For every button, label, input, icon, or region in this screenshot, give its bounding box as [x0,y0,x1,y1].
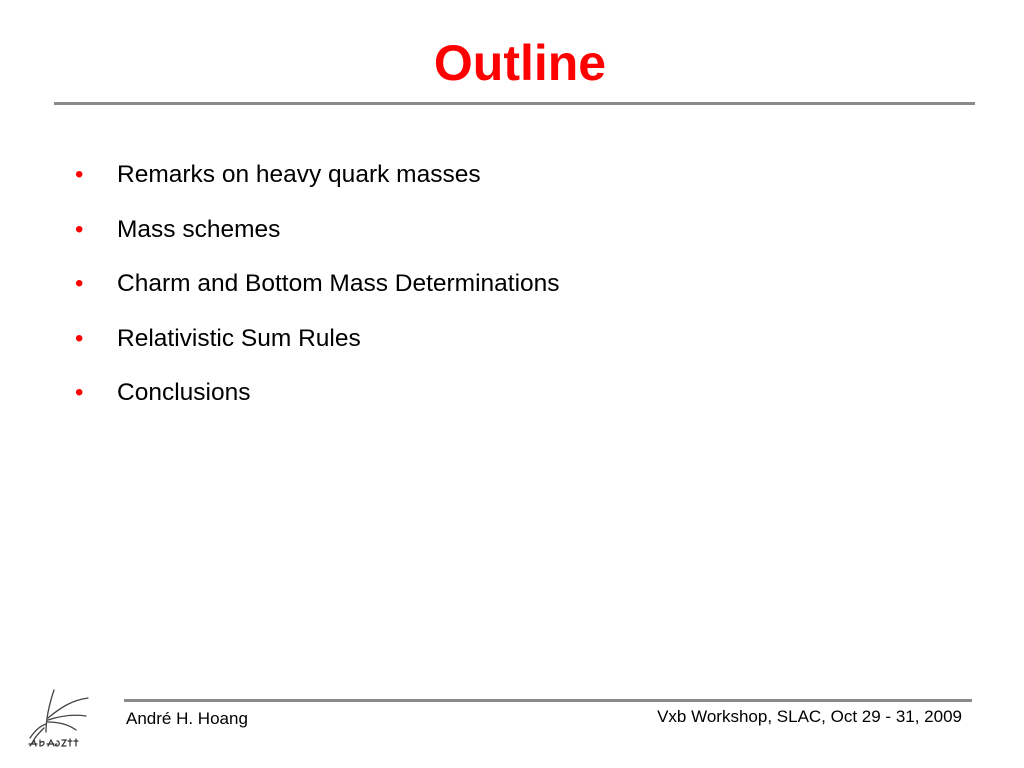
bullet-icon: • [75,324,84,352]
list-item [75,321,560,376]
bullet-icon: • [75,161,84,188]
bullet-text: Mass schemes [117,215,281,243]
bullet-text: Relativistic Sum Rules [117,324,361,352]
list-item [75,212,560,267]
bullet-text: Remarks on heavy quark masses [117,161,481,188]
title-divider [54,102,975,105]
slide-title: Outline [433,35,607,91]
bullet-icon: • [75,270,84,297]
footer-event: Vxb Workshop, SLAC, Oct 29 - 31, 2009 [657,707,962,726]
bullet-icon: • [75,379,84,406]
footer-divider [124,699,972,702]
footer-author: André H. Hoang [126,709,248,728]
list-item [75,266,560,321]
institute-logo-icon [24,688,100,752]
bullet-text: Conclusions [117,379,251,406]
bullet-list [75,157,560,430]
bullet-icon: • [75,215,84,243]
list-item [75,157,560,212]
bullet-text: Charm and Bottom Mass Determinations [117,270,560,297]
list-item [75,375,560,430]
